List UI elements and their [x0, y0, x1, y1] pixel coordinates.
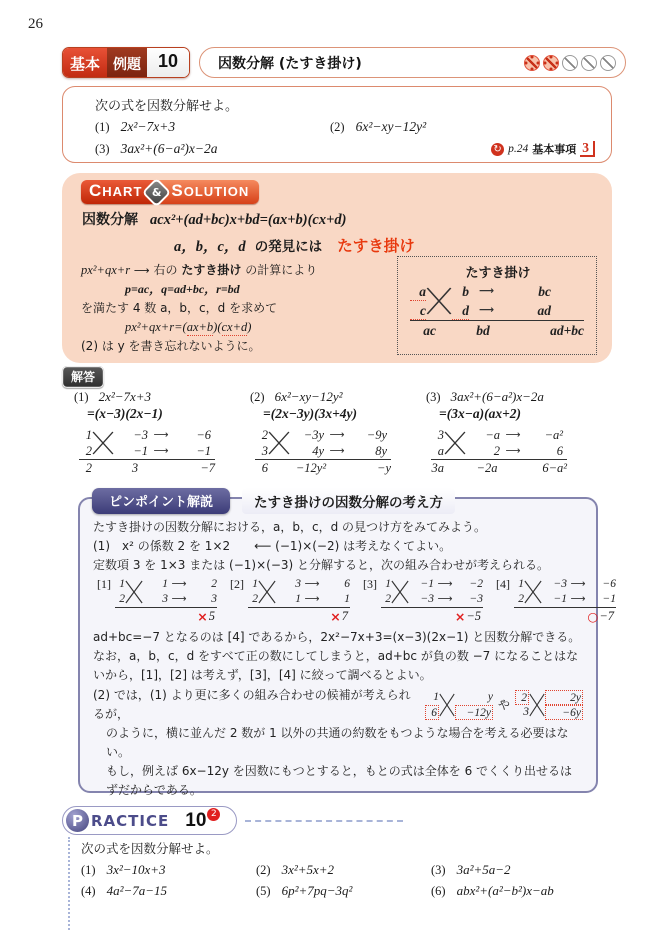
pinpoint-paragraph: 定数項 3 を 1×3 または (−1)×(−3) と分解すると，次の組み合わせが考えられる。	[93, 558, 550, 572]
cross-lines-icon	[92, 427, 114, 459]
item-result: =(3x−a)(ax+2)	[439, 406, 522, 421]
difficulty-meter	[524, 55, 616, 71]
cross-mark: ×	[454, 609, 466, 624]
line6-mid: )(	[213, 320, 222, 334]
cross-lines-icon	[529, 690, 545, 720]
pinpoint-section	[78, 495, 616, 797]
line6-underlined: cx+d	[221, 320, 248, 334]
pinpoint-paragraph: ad+bc=−7 となるのは [4] であるから，2x²−7x+3=(x−3)(2x−1) と因数分解できる。なお，a，b，c，d をすべて正の数にしてしまうと，ad+bc が負の数 −7 になることはないから，[1]，[2] は考えず，[3]，[4] に絞って調べるとよい。	[93, 630, 581, 682]
tasuki-diagram: 2 3 −3y 4y ⟶ ⟶ −9y 8y 6 −12y² −y	[255, 427, 391, 477]
practice-level-badge: 2	[207, 808, 220, 821]
difficulty-pen-icon	[600, 55, 616, 71]
difficulty-pen-icon	[543, 55, 559, 71]
pinpoint-paragraph: (1) x² の係数 2 を 1×2 ⟵ (−1)×(−2) は考えなくてよい。	[93, 539, 452, 553]
chart-subline	[174, 234, 598, 256]
practice-item: (2) 3x²+5x+2	[256, 862, 335, 877]
answer-column-2	[250, 389, 426, 477]
item-expression: 6x²−xy−12y²	[274, 389, 343, 404]
practice-body	[81, 839, 612, 899]
item-number: (2)	[330, 119, 345, 134]
cross-lines-icon	[391, 577, 409, 607]
cross-mark: ×	[197, 609, 208, 624]
combo-2	[230, 577, 350, 625]
cross-lines-icon	[444, 427, 466, 459]
joiner-text: や	[497, 697, 510, 712]
item-expression: 3ax²+(6−a²)x−2a	[120, 141, 218, 156]
inline-tasuki-diagram: 2 3 2y −6y	[515, 690, 583, 720]
tasuki-diagram: 1 2 −1 −3 ⟶ ⟶ −2 −3 × −5	[381, 577, 483, 625]
cross-lines-icon	[268, 427, 290, 459]
cross-mark: ×	[330, 609, 341, 624]
practice-item: (3) 3a²+5a−2	[431, 862, 511, 877]
chart-solution-logo	[81, 180, 598, 204]
paragraph-text: (2) では，(1) より更に多くの組み合わせの候補が考えられるが，	[93, 688, 411, 721]
difficulty-pen-icon	[581, 55, 597, 71]
line3-text: 右の	[153, 263, 178, 277]
practice-item: (4) 4a²−7a−15	[81, 883, 168, 898]
cross-reference	[491, 141, 595, 157]
practice-label: RACTICE	[91, 811, 170, 830]
chart-logo-left: CHART	[81, 180, 158, 204]
subline-accent: たすき掛け	[337, 237, 415, 255]
answer-column-1	[74, 389, 250, 477]
chart-solution-section	[62, 173, 612, 363]
item-number: (3)	[95, 141, 110, 156]
ampersand-diamond-icon: &	[145, 180, 169, 204]
page-number: 26	[28, 16, 43, 32]
pinpoint-paragraph-with-diagrams	[93, 686, 583, 724]
practice-item: (6) abx²+(a²−b²)x−ab	[431, 883, 554, 898]
tasuki-diagram: a c b d ⟶ ⟶ bc ad ac bd ad+bc	[410, 282, 584, 338]
combo-label: [3]	[363, 577, 377, 591]
level-label: 基本	[63, 48, 107, 77]
pinpoint-body	[80, 515, 616, 800]
pinpoint-header	[92, 488, 596, 514]
subline-math: a，b，c，d	[174, 239, 246, 255]
combo-1	[97, 577, 217, 625]
example-title-box	[199, 47, 626, 78]
headline-formula: acx²+(ad+bc)x+bd=(ax+b)(cx+d)	[150, 212, 347, 228]
chart-line-5: を満たす 4 数 a，b，c，d を求めて	[81, 301, 278, 315]
long-arrow-icon: ⟶	[133, 264, 150, 277]
tasuki-diagram: 3 a −a 2 ⟶ ⟶ −a² 6 3a −2a 6−a²	[431, 428, 567, 475]
item-expression: 2x²−7x+3	[120, 119, 176, 134]
pinpoint-paragraph: たすき掛けの因数分解における，a，b，c，d の見つけ方をみてみよう。	[93, 520, 487, 534]
line6-post: )	[247, 320, 252, 334]
problem-box	[62, 86, 612, 163]
reference-number: 3	[580, 141, 595, 157]
practice-item: (1) 3x²−10x+3	[81, 862, 166, 877]
item-number: (3)	[426, 390, 441, 404]
circle-mark: ○	[587, 609, 599, 624]
reference-label: 基本事項	[532, 143, 577, 156]
practice-pill	[62, 806, 237, 835]
problem-item	[95, 141, 330, 157]
example-header	[62, 47, 626, 78]
tasuki-diagram: 1 2 −3 −1 ⟶ ⟶ −6 −1 2 3 −7	[79, 427, 215, 477]
example-number: 10	[147, 48, 189, 77]
tasuki-reference-box	[397, 256, 597, 355]
dashed-divider	[245, 820, 403, 822]
tasuki-diagram: 1 2 3 1 ⟶ ⟶ 6 1 × 7	[248, 577, 350, 625]
cross-lines-icon	[439, 690, 455, 720]
item-result: =(x−3)(2x−1)	[87, 406, 163, 421]
practice-header	[62, 806, 403, 835]
reference-page: p.24	[508, 143, 529, 155]
line3-bold: たすき掛け	[181, 263, 242, 277]
practice-problems	[81, 862, 612, 899]
example-title: 因数分解 (たすき掛け)	[218, 55, 362, 72]
problem-item	[330, 119, 426, 135]
subline-text: の発見には	[254, 239, 323, 255]
item-expression: 3ax²+(6−a²)x−2a	[450, 389, 544, 404]
headline-label: 因数分解	[82, 212, 138, 228]
answers-row	[74, 389, 602, 477]
circular-arrow-icon: ↻	[491, 143, 504, 156]
kind-label: 例題	[107, 48, 147, 77]
line6-underlined: ax+b	[186, 320, 214, 334]
cross-lines-icon	[258, 577, 276, 607]
practice-p-icon: P	[66, 809, 89, 832]
tasuki-diagram: 1 2 −3 −1 ⟶ ⟶ −6 −1 ○ −7	[514, 577, 616, 625]
item-expression: 6x²−xy−12y²	[355, 119, 427, 134]
problem-row	[95, 116, 597, 138]
chart-line-4: p=ac，q=ad+bc，r=bd	[125, 282, 240, 296]
line3-text: の計算により	[245, 263, 318, 277]
practice-instruction: 次の式を因数分解せよ。	[81, 841, 219, 856]
pinpoint-paragraph: のように，横に並んだ 2 数が 1 以外の共通の約数をもつような場合を考える必要はない。	[106, 726, 569, 759]
tasuki-diagram: 1 2 1 3 ⟶ ⟶ 2 3 × 5	[115, 577, 217, 625]
combo-label: [2]	[230, 577, 244, 591]
cross-lines-icon	[524, 577, 542, 607]
answer-badge: 解答	[62, 366, 104, 388]
practice-number: 10	[185, 809, 207, 831]
difficulty-pen-icon	[524, 55, 540, 71]
item-expression: 2x²−7x+3	[98, 389, 152, 404]
chart-logo-right: SOLUTION	[155, 180, 259, 204]
combo-4	[496, 577, 616, 625]
example-badge	[62, 47, 190, 78]
pinpoint-badge: ピンポイント解説	[92, 488, 230, 514]
item-number: (2)	[250, 390, 265, 404]
item-number: (1)	[95, 119, 110, 134]
problem-instruction: 次の式を因数分解せよ。	[95, 99, 239, 114]
item-number: (1)	[74, 390, 89, 404]
combination-diagrams	[97, 577, 616, 625]
answer-column-3	[426, 389, 602, 477]
line3-math: px²+qx+r	[81, 263, 131, 277]
chart-headline	[82, 209, 598, 229]
practice-item: (5) 6p²+7pq−3q²	[256, 883, 353, 898]
inline-tasuki-diagram: 1 6 y −12y	[425, 690, 493, 720]
item-result: =(2x−3y)(3x+4y)	[263, 406, 358, 421]
pinpoint-paragraph: もし，例えば 6x−12y を因数にもつとすると，もとの式は全体を 6 でくくり出せるはずだからである。	[106, 764, 573, 797]
combo-3	[363, 577, 483, 625]
line6-pre: px²+qx+r=(	[125, 320, 187, 334]
problem-row	[95, 138, 597, 160]
chart-line-7: (2) は y を書き忘れないように。	[81, 339, 261, 353]
cross-lines-icon	[125, 577, 143, 607]
pinpoint-title: たすき掛けの因数分解の考え方	[242, 488, 455, 514]
combo-label: [1]	[97, 577, 111, 591]
problem-item	[95, 119, 330, 135]
difficulty-pen-icon	[562, 55, 578, 71]
tasuki-box-title: たすき掛け	[465, 266, 531, 281]
cross-lines-icon	[426, 282, 452, 320]
dotted-vertical-rule	[68, 837, 70, 930]
combo-label: [4]	[496, 577, 510, 591]
